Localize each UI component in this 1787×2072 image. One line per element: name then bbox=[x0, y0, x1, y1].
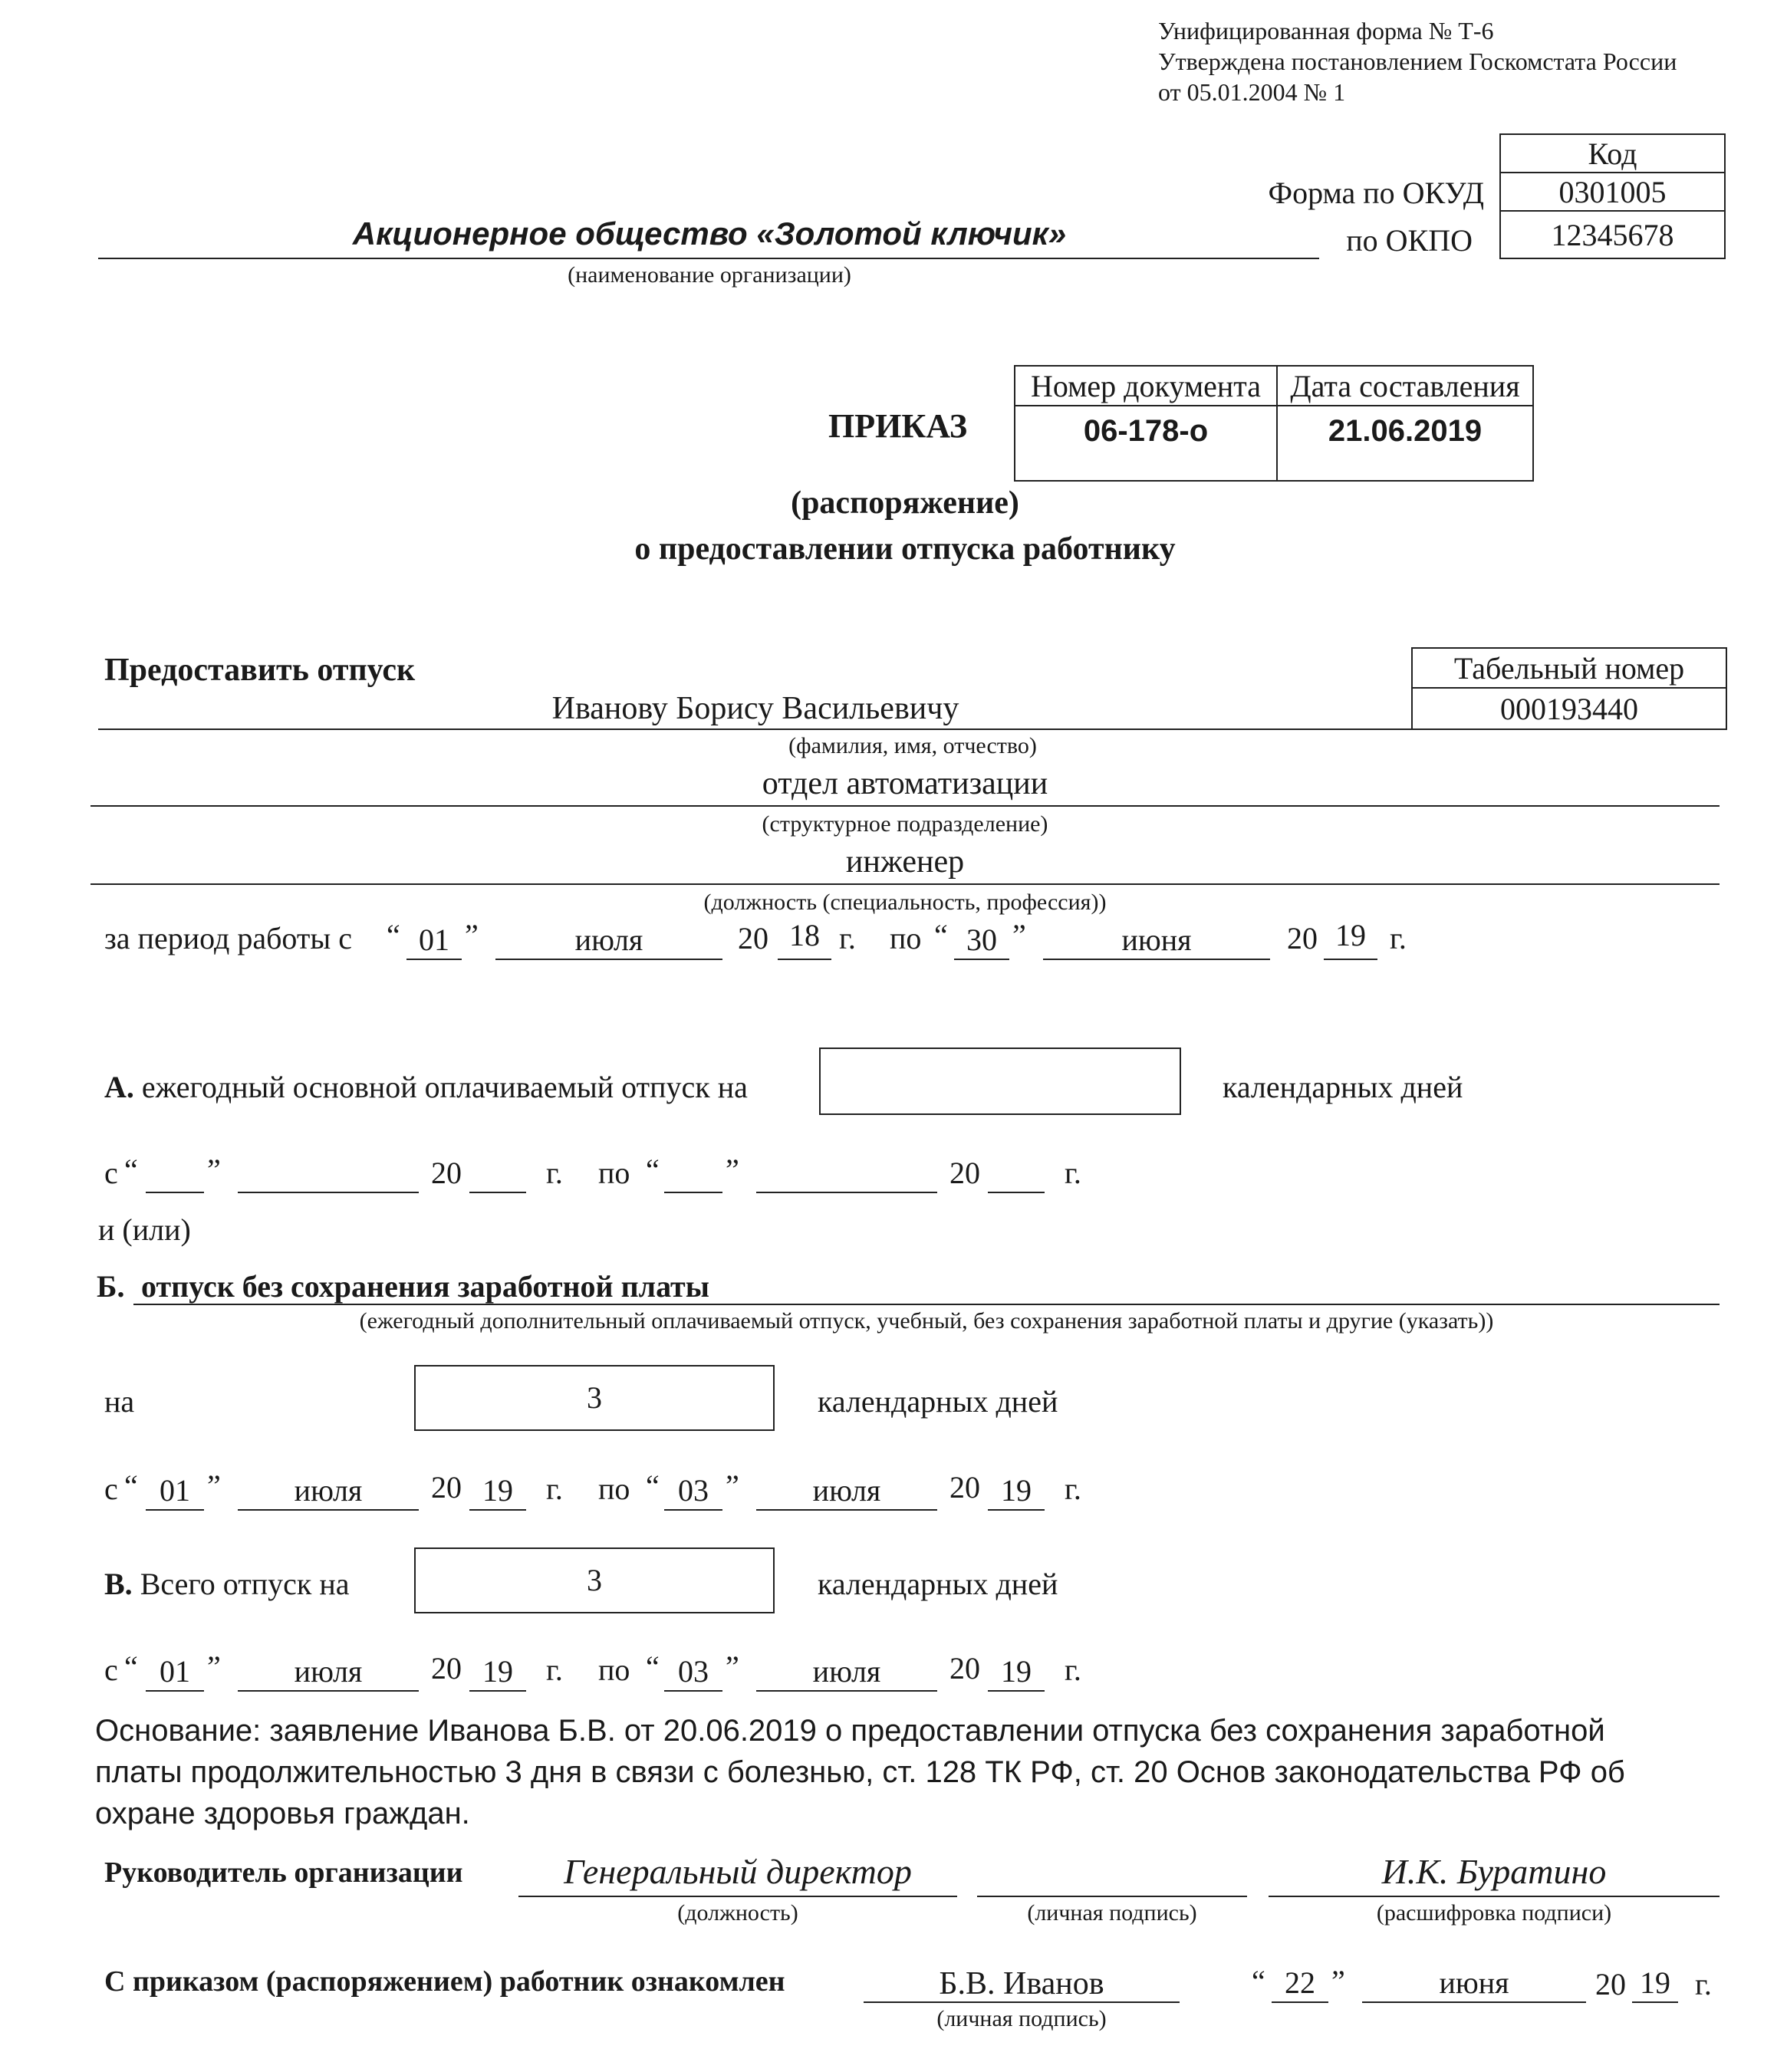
section-a-text: ежегодный основной оплачиваемый отпуск на bbox=[141, 1070, 748, 1104]
basis-line-2: платы продолжительностью 3 дня в связи с болезнью, ст. 128 ТК РФ, ст. 20 Основ законодательства РФ об bbox=[95, 1755, 1625, 1789]
to-word: по bbox=[890, 921, 922, 955]
form-number-text: Унифицированная форма № Т-6 bbox=[1158, 17, 1494, 44]
section-v-text: Всего отпуск на bbox=[140, 1567, 350, 1601]
century: 20 bbox=[431, 1651, 462, 1686]
quote-open: “ bbox=[124, 1649, 138, 1684]
cal-days-label: календарных дней bbox=[818, 1384, 1058, 1419]
section-b-caption: (ежегодный дополнительный оплачиваемый отпуск, учебный, без сохранения заработной платы и другие (указать)) bbox=[359, 1308, 1494, 1334]
cal-days-label: календарных дней bbox=[818, 1567, 1058, 1601]
okpo-code: 12345678 bbox=[1499, 210, 1726, 259]
ack-year: 19 bbox=[1640, 1965, 1670, 2000]
to-day: 30 bbox=[966, 923, 997, 957]
form-approval-note bbox=[1158, 15, 1677, 107]
ack-year-line bbox=[1632, 2001, 1678, 2003]
ack-month-line bbox=[1362, 2001, 1586, 2003]
v-from-year-line bbox=[469, 1690, 526, 1692]
from-month: июля bbox=[574, 923, 643, 957]
year-suffix: г. bbox=[1695, 1967, 1712, 2001]
approval-text: Утверждена постановлением Госкомстата России bbox=[1158, 48, 1677, 75]
department-caption: (структурное подразделение) bbox=[762, 811, 1048, 837]
quote-open: “ bbox=[646, 1468, 660, 1503]
name-line bbox=[98, 728, 1411, 730]
quote-open: “ bbox=[124, 1153, 138, 1187]
v-from-year: 19 bbox=[482, 1654, 513, 1689]
to-month-line bbox=[1043, 959, 1270, 960]
basis-line-1: Основание: заявление Иванова Б.В. от 20.06.2019 о предоставлении отпуска без сохранения заработной bbox=[95, 1714, 1605, 1748]
from-word: с bbox=[104, 1156, 118, 1190]
century: 20 bbox=[1287, 921, 1318, 955]
okud-code: 0301005 bbox=[1499, 172, 1726, 212]
a-from-year-line bbox=[469, 1192, 526, 1193]
and-or-text: и (или) bbox=[98, 1212, 191, 1247]
organization-caption: (наименование организации) bbox=[568, 262, 851, 288]
year-suffix: г. bbox=[839, 921, 856, 955]
section-b-letter: Б. bbox=[97, 1269, 125, 1304]
quote-close: ” bbox=[207, 1153, 221, 1187]
doc-number: 06-178-о bbox=[1014, 405, 1278, 482]
v-from-month-line bbox=[238, 1690, 419, 1692]
quote-open: “ bbox=[646, 1649, 660, 1684]
century: 20 bbox=[949, 1651, 980, 1686]
quote-close: ” bbox=[465, 918, 479, 952]
quote-close: ” bbox=[726, 1649, 739, 1684]
section-b-days-box: 3 bbox=[414, 1365, 775, 1431]
b-from-day: 01 bbox=[160, 1473, 190, 1508]
department-line bbox=[91, 805, 1720, 807]
name-caption: (фамилия, имя, отчество) bbox=[788, 733, 1037, 758]
section-a-label bbox=[104, 1069, 748, 1105]
v-to-day: 03 bbox=[678, 1654, 709, 1689]
code-header: Код bbox=[1499, 133, 1726, 173]
century: 20 bbox=[949, 1470, 980, 1505]
section-v-letter: В. bbox=[104, 1567, 133, 1601]
from-day: 01 bbox=[419, 923, 449, 957]
tab-number-label: Табельный номер bbox=[1411, 647, 1727, 689]
year-suffix: г. bbox=[1065, 1472, 1081, 1506]
basis-line-3: охране здоровья граждан. bbox=[95, 1797, 470, 1830]
section-a-days-box bbox=[819, 1048, 1181, 1115]
work-period-label: за период работы с bbox=[104, 921, 353, 955]
head-signature-line bbox=[977, 1896, 1247, 1897]
v-to-month: июля bbox=[812, 1654, 881, 1689]
position: инженер bbox=[845, 844, 965, 880]
approval-date-text: от 05.01.2004 № 1 bbox=[1158, 78, 1346, 106]
organization-line bbox=[98, 258, 1319, 259]
cal-days-label: календарных дней bbox=[1223, 1070, 1463, 1104]
quote-close: ” bbox=[207, 1468, 221, 1503]
position-line bbox=[91, 883, 1720, 885]
organization-name: Акционерное общество «Золотой ключик» bbox=[352, 215, 1067, 252]
b-from-month-line bbox=[238, 1509, 419, 1511]
v-from-month: июля bbox=[294, 1654, 363, 1689]
from-word: с bbox=[104, 1472, 118, 1506]
to-word: по bbox=[598, 1653, 630, 1687]
employee-signature-line bbox=[864, 2001, 1180, 2003]
a-to-day-line bbox=[664, 1192, 722, 1193]
tab-number: 000193440 bbox=[1411, 687, 1727, 730]
basis-paragraph bbox=[95, 1710, 1625, 1834]
from-year-line bbox=[778, 959, 831, 960]
ack-day-line bbox=[1272, 2001, 1328, 2003]
to-day-line bbox=[954, 959, 1009, 960]
grant-leave-label: Предоставить отпуск bbox=[104, 653, 416, 688]
employee-signature: Б.В. Иванов bbox=[939, 1966, 1104, 2001]
year-suffix: г. bbox=[546, 1472, 563, 1506]
from-year: 18 bbox=[789, 918, 820, 952]
employee-signature-caption: (личная подпись) bbox=[936, 2006, 1107, 2031]
b-from-month: июля bbox=[294, 1473, 363, 1508]
head-position-caption: (должность) bbox=[677, 1900, 798, 1926]
century: 20 bbox=[738, 921, 768, 955]
head-name-line bbox=[1269, 1896, 1720, 1897]
head-label: Руководитель организации bbox=[104, 1857, 463, 1889]
v-to-month-line bbox=[756, 1690, 937, 1692]
b-to-month: июля bbox=[812, 1473, 881, 1508]
quote-open: “ bbox=[1252, 1964, 1265, 1998]
doc-number-label: Номер документа bbox=[1014, 365, 1278, 406]
head-name-caption: (расшифровка подписи) bbox=[1376, 1900, 1612, 1926]
employee-full-name: Иванову Борису Васильевичу bbox=[551, 691, 959, 726]
b-to-year-line bbox=[988, 1509, 1045, 1511]
section-a-letter: А. bbox=[104, 1070, 134, 1104]
century: 20 bbox=[431, 1156, 462, 1190]
quote-close: ” bbox=[1331, 1964, 1345, 1998]
v-to-year: 19 bbox=[1001, 1654, 1032, 1689]
order-title: ПРИКАЗ bbox=[828, 407, 968, 445]
b-from-day-line bbox=[146, 1509, 204, 1511]
head-position-line bbox=[518, 1896, 957, 1897]
department: отдел автоматизации bbox=[762, 766, 1048, 801]
head-position: Генеральный директор bbox=[564, 1852, 912, 1891]
quote-close: ” bbox=[207, 1649, 221, 1684]
year-suffix: г. bbox=[546, 1653, 563, 1687]
quote-close: ” bbox=[726, 1153, 739, 1187]
to-year: 19 bbox=[1335, 918, 1366, 952]
okpo-label: по ОКПО bbox=[1346, 223, 1473, 258]
from-day-line bbox=[406, 959, 462, 960]
to-word: по bbox=[598, 1472, 630, 1506]
order-subtitle-1: (распоряжение) bbox=[791, 485, 1019, 521]
quote-open: “ bbox=[124, 1468, 138, 1503]
okud-label: Форма по ОКУД bbox=[1268, 176, 1484, 210]
on-word: на bbox=[104, 1384, 135, 1419]
v-from-day: 01 bbox=[160, 1654, 190, 1689]
acknowledge-label: С приказом (распоряжением) работник ознакомлен bbox=[104, 1965, 785, 1998]
year-suffix: г. bbox=[1065, 1653, 1081, 1687]
b-to-day-line bbox=[664, 1509, 722, 1511]
century: 20 bbox=[431, 1470, 462, 1505]
year-suffix: г. bbox=[546, 1156, 563, 1190]
from-month-line bbox=[495, 959, 722, 960]
order-subtitle-2: о предоставлении отпуска работнику bbox=[634, 531, 1176, 567]
a-from-month-line bbox=[238, 1192, 419, 1193]
section-b-line bbox=[133, 1304, 1720, 1305]
section-v-label bbox=[104, 1566, 349, 1602]
ack-day: 22 bbox=[1285, 1965, 1315, 2000]
doc-date: 21.06.2019 bbox=[1276, 405, 1534, 482]
doc-date-label: Дата составления bbox=[1276, 365, 1534, 406]
a-to-year-line bbox=[988, 1192, 1045, 1193]
century: 20 bbox=[1595, 1967, 1626, 2001]
quote-open: “ bbox=[646, 1153, 660, 1187]
head-name: И.К. Буратино bbox=[1381, 1852, 1607, 1891]
quote-open: “ bbox=[934, 918, 948, 952]
ack-month: июня bbox=[1439, 1965, 1509, 2000]
b-to-day: 03 bbox=[678, 1473, 709, 1508]
b-from-year-line bbox=[469, 1509, 526, 1511]
century: 20 bbox=[949, 1156, 980, 1190]
quote-open: “ bbox=[387, 918, 400, 952]
section-v-days-box: 3 bbox=[414, 1547, 775, 1613]
from-word: с bbox=[104, 1653, 118, 1687]
quote-close: ” bbox=[1012, 918, 1026, 952]
quote-close: ” bbox=[726, 1468, 739, 1503]
v-to-day-line bbox=[664, 1690, 722, 1692]
v-from-day-line bbox=[146, 1690, 204, 1692]
position-caption: (должность (специальность, профессия)) bbox=[703, 890, 1107, 915]
to-month: июня bbox=[1121, 923, 1192, 957]
v-to-year-line bbox=[988, 1690, 1045, 1692]
a-from-day-line bbox=[146, 1192, 204, 1193]
to-year-line bbox=[1324, 959, 1377, 960]
year-suffix: г. bbox=[1065, 1156, 1081, 1190]
a-to-month-line bbox=[756, 1192, 937, 1193]
section-b-type: отпуск без сохранения заработной платы bbox=[141, 1269, 709, 1304]
to-word: по bbox=[598, 1156, 630, 1190]
year-suffix: г. bbox=[1390, 921, 1407, 955]
head-signature-caption: (личная подпись) bbox=[1027, 1900, 1197, 1926]
b-from-year: 19 bbox=[482, 1473, 513, 1508]
b-to-year: 19 bbox=[1001, 1473, 1032, 1508]
b-to-month-line bbox=[756, 1509, 937, 1511]
